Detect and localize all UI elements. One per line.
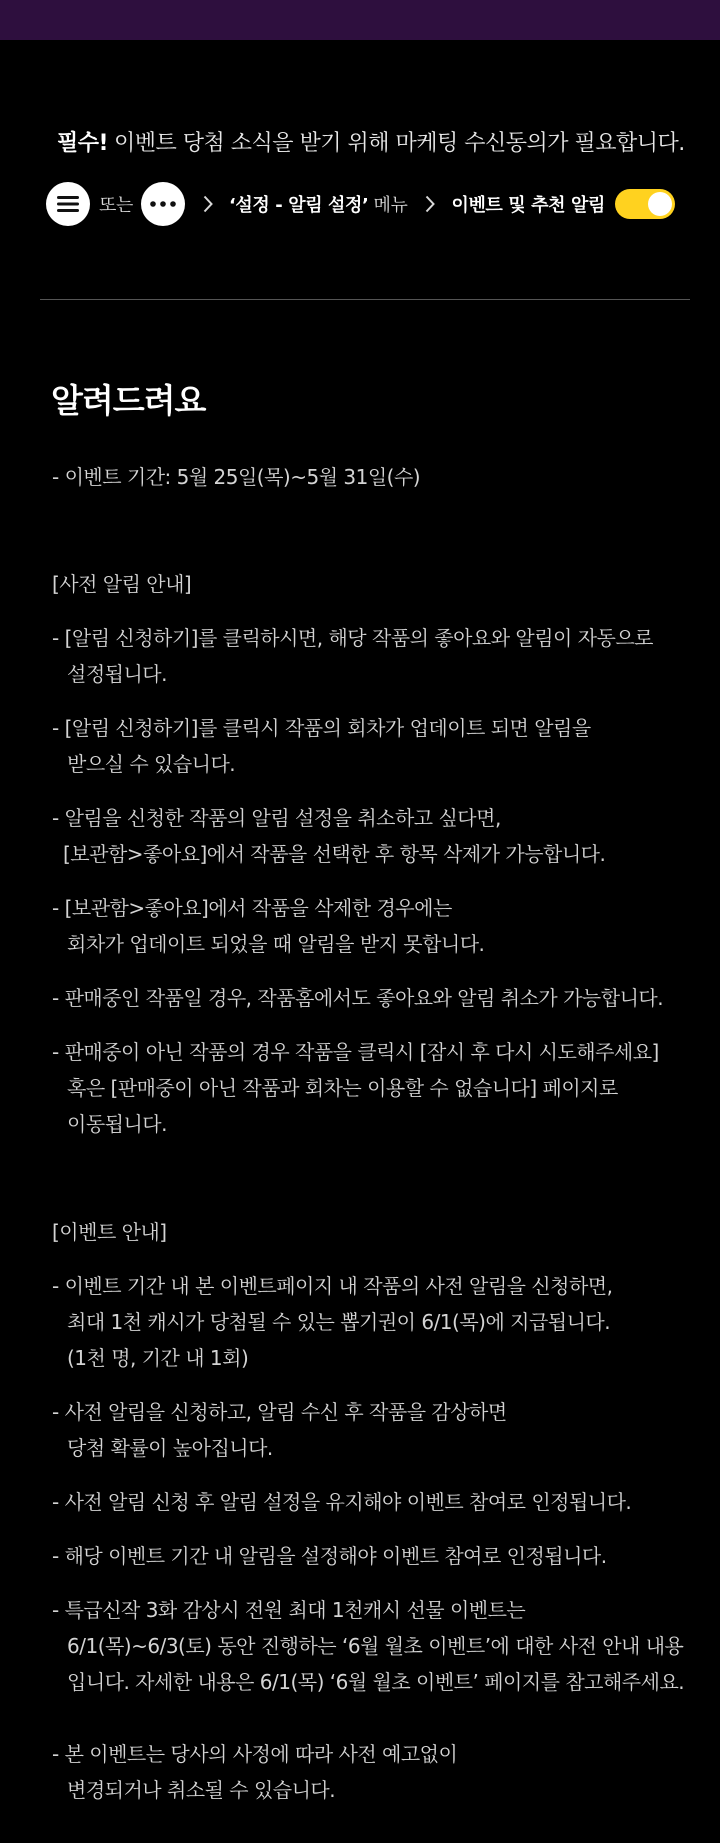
or-text: 또는 [99,195,133,216]
settings-guide [46,182,676,226]
list-item: [보관함>좋아요]에서 작품을 선택한 후 항목 삭제가 가능합니다. [63,842,606,866]
list-item: 설정됩니다. [67,662,167,686]
pre-alarm-heading: [사전 알림 안내] [52,572,192,596]
section-divider [40,299,690,300]
settings-menu-label: ‘설정 - 알림 설정’ [228,195,369,216]
list-item: - 특급신작 3화 감상시 전원 최대 1천캐시 선물 이벤트는 [52,1598,526,1622]
list-item: - [알림 신청하기]를 클릭하시면, 해당 작품의 좋아요와 알림이 자동으로 [52,626,653,650]
chevron-right-icon [203,195,213,213]
list-item: - [알림 신청하기]를 클릭시 작품의 회차가 업데이트 되면 알림을 [52,716,591,740]
list-item: - 알림을 신청한 작품의 알림 설정을 취소하고 싶다면, [52,806,501,830]
top-bar [0,0,720,40]
list-item: 당첨 확률이 높아집니다. [67,1436,273,1460]
list-item: - 사전 알림을 신청하고, 알림 수신 후 작품을 감상하면 [52,1400,507,1424]
list-item: - 사전 알림 신청 후 알림 설정을 유지해야 이벤트 참여로 인정됩니다. [52,1490,632,1514]
required-text: 이벤트 당첨 소식을 받기 위해 마케팅 수신동의가 필요합니다. [114,131,685,156]
toggle-knob [648,192,672,216]
event-alarm-label: 이벤트 및 추천 알림 [451,195,605,216]
list-item: - 판매중인 작품일 경우, 작품홈에서도 좋아요와 알림 취소가 가능합니다. [52,986,664,1010]
hamburger-menu-icon [46,182,90,226]
marketing-consent-notice [57,126,685,157]
list-item: - 해당 이벤트 기간 내 알림을 설정해야 이벤트 참여로 인정됩니다. [52,1544,607,1568]
list-item: (1천 명, 기간 내 1회) [67,1346,249,1370]
list-item: - 판매중이 아닌 작품의 경우 작품을 클릭시 [잠시 후 다시 시도해주세요] [52,1040,659,1064]
notice-title: 알려드려요 [51,381,206,420]
list-item: 변경되거나 취소될 수 있습니다. [67,1778,336,1802]
list-item: 이동됩니다. [67,1112,167,1136]
list-item: - 이벤트 기간 내 본 이벤트페이지 내 작품의 사전 알림을 신청하면, [52,1274,613,1298]
list-item: 회차가 업데이트 되었을 때 알림을 받지 못합니다. [67,932,485,956]
event-period: - 이벤트 기간: 5월 25일(목)~5월 31일(수) [52,465,421,489]
list-item: 최대 1천 캐시가 당첨될 수 있는 뽑기권이 6/1(목)에 지급됩니다. [67,1310,611,1334]
required-label: 필수! [57,131,109,156]
chevron-right-icon [425,195,435,213]
list-item: 혹은 [판매중이 아닌 작품과 회차는 이용할 수 없습니다] 페이지로 [67,1076,618,1100]
list-item: 입니다. 자세한 내용은 6/1(목) ‘6월 월초 이벤트’ 페이지를 참고해주세요. [67,1670,685,1694]
list-item: 6/1(목)~6/3(토) 동안 진행하는 ‘6월 월초 이벤트’에 대한 사전 안내 내용 [67,1634,684,1658]
list-item: 받으실 수 있습니다. [67,752,236,776]
event-heading: [이벤트 안내] [52,1220,167,1244]
list-item: - 본 이벤트는 당사의 사정에 따라 사전 예고없이 [52,1742,458,1766]
menu-suffix: 메뉴 [373,195,408,216]
list-item: - [보관함>좋아요]에서 작품을 삭제한 경우에는 [52,896,452,920]
more-dots-icon [141,182,185,226]
event-alarm-toggle-icon [615,189,675,219]
